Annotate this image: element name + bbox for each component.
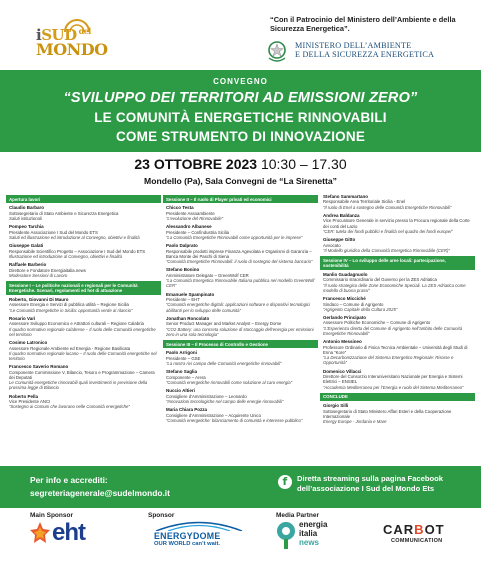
speaker-role: Presidente Assoambiente [166, 210, 215, 216]
talk-title: “La Comunità Energetica Rinnovabile Italiana pubblica nel modello GreenWolf CER” [166, 278, 315, 289]
speaker-name: Maria Chiara Pozza [166, 407, 208, 413]
event-datetime [0, 156, 481, 172]
speaker-entry [320, 213, 475, 234]
speaker-name: Manlio Guadagnuolo [323, 271, 368, 277]
speaker-role: Professore Ordinario di Fisica Tecnica Ambientale – Università degli Studi di Enna “Kore” [323, 344, 468, 355]
speaker-role: Vice Presidente ANCI [9, 399, 51, 405]
speaker-name: Paolo Arrigoni [166, 350, 197, 356]
talk-title: “Comunità energetiche rinnovabili come soluzione al caro energia” [166, 380, 293, 386]
talk-title: Saluti ed illustrazione ed introduzione al Convegno, obiettivi e finalità [9, 235, 140, 241]
speaker-role: Sindaco – Comune di Agrigento [323, 301, 384, 307]
speaker-role: Consigliere d’Amministrazione – Leonardo [166, 393, 247, 399]
eht-logo [30, 520, 110, 546]
speaker-name: Domenico Villacci [323, 368, 362, 374]
speaker-entry [320, 339, 475, 365]
info-label: Per info e accrediti: [30, 475, 108, 485]
speaker-entry [6, 316, 161, 337]
ei-line2: italia [299, 528, 318, 538]
speaker-name: Raffaele Barberio [9, 262, 47, 268]
banner-title: “SVILUPPO DEI TERRITORI AD EMISSIONI ZERO” [63, 90, 418, 106]
event-place: Mondello (Pa), Sala Convegni de “La Sirenetta” [144, 176, 337, 186]
energia-italia-name [299, 521, 327, 547]
session-header: CONCLUDE [320, 393, 475, 401]
speaker-entry [163, 224, 318, 240]
speaker-name: Nuccio Altieri [166, 388, 195, 394]
speaker-role: Presidente – GSE [166, 355, 201, 361]
ministry-line1: MINISTERO DELL’AMBIENTE [295, 41, 412, 50]
streaming-info [297, 474, 477, 494]
talk-title: “Agrigento Capitale della Cultura 2025” [323, 306, 398, 312]
talk-title: “Il ruolo di Enel a sostegno delle Comunità Energetiche Rinnovabili” [323, 204, 452, 210]
speaker-name: Emanuele Spampinato [166, 291, 215, 297]
speaker-name: Rosario Varì [9, 315, 36, 321]
carbot-name: CARBOT [383, 522, 445, 537]
ei-line3: news [299, 537, 320, 547]
speaker-entry [320, 315, 475, 336]
speaker-name: Gerlando Principato [323, 314, 367, 320]
ministry-name [295, 41, 434, 60]
program-column-3 [320, 194, 475, 464]
speaker-name: Francesco Micciché [323, 296, 366, 302]
republic-emblem-icon [265, 38, 289, 64]
carbot-subtitle: COMMUNICATION [391, 538, 443, 544]
speaker-entry [320, 369, 475, 390]
speaker-entry [6, 224, 161, 240]
talk-title: Il quadro normativo regionale lucano – Il ruolo delle Comunità energetiche nel territorio [9, 350, 157, 362]
speaker-entry [6, 340, 161, 361]
speaker-entry [6, 364, 161, 390]
talk-title: “Comunità energetiche digitali: applicazioni software e dispositivi tecnologici abilitanti per lo sviluppo delle comunità” [166, 302, 311, 313]
energia-italia-logo [276, 519, 356, 555]
session-header: Sessione I – Le politiche nazionali e regionali per le Comunità Energetiche. Scenari, regolamenti ed hot di attuazione [6, 281, 161, 295]
talk-title: “Sostegno ai Comuni che lavorano nelle Comunità energetiche” [9, 404, 130, 410]
speaker-entry [320, 237, 475, 253]
speaker-name: Claudio Barbaro [9, 205, 45, 211]
speaker-role: Direttore del Consorzio Interuniversitario Nazionale per Energia e Sistemi Elettrici – ENSIEL [323, 374, 463, 385]
energydome-logo [148, 520, 248, 550]
talk-title: “Il Modello giuridico della Comunità Energetica Rinnovabile (CER)” [323, 247, 450, 253]
session-header: Sessione II – Il ruolo di Player privati ed economici [163, 195, 318, 203]
speaker-entry [163, 243, 318, 264]
talk-title: “L’Esperienza diretta del Comune di Agrigento nell’ambito delle Comunità Energetiche Rinnovabili” [323, 325, 463, 336]
header [0, 0, 481, 70]
speaker-entry [163, 205, 318, 221]
speaker-entry [163, 267, 318, 288]
carbot-logo [383, 522, 478, 550]
speaker-name: Alessandro Albanese [166, 224, 212, 230]
talk-title: “Il ruolo strategico delle Zone Economiche Speciali. La ZES Adriatica come modello di buona prassi” [323, 282, 466, 293]
talk-title: “Comunità Energetiche Rinnovabili: il ruolo di sostegno del sistema bancario” [166, 259, 313, 265]
speaker-entry [163, 350, 318, 366]
talk-title: “Comunità energetiche: bilanciamento di comunità e interesse pubblico” [166, 417, 303, 423]
eht-name: eht [52, 519, 85, 546]
speaker-role: Responsabile prodotti imprese Finanza Agevolata e Organismi di Garanzia –Banca Monte dei Paschi di Siena [166, 248, 312, 259]
talk-title: Moderatore Sessioni di Lavoro [9, 272, 68, 278]
facebook-glyph: f [282, 475, 288, 488]
facebook-icon[interactable] [278, 475, 292, 489]
speaker-name: Stefano Sammartano [323, 194, 369, 199]
talk-title: Saluti istituzionali [9, 216, 42, 222]
banner-subtitle-1: LE COMUNITÀ ENERGETICHE RINNOVABILI [94, 110, 387, 125]
speaker-name: Pompeo Tarchia [9, 224, 44, 230]
talk-title: “CO2 Battery: una concreta soluzione di stoccaggio dell’energia per emissioni zero in una sola tecnologia” [166, 326, 314, 337]
speaker-entry [163, 316, 318, 337]
program-column-1 [6, 194, 161, 464]
speaker-name: Stefano Saglia [166, 369, 198, 375]
banner-kicker: CONVEGNO [213, 77, 268, 86]
speaker-entry [320, 194, 475, 210]
ministry-logo [265, 38, 475, 64]
speaker-entry [6, 243, 161, 259]
speaker-entry [163, 369, 318, 385]
speaker-entry [163, 292, 318, 313]
program-column-2 [163, 194, 318, 464]
speaker-name: Giuseppe Galati [9, 243, 44, 249]
speaker-entry [320, 403, 475, 424]
talk-title: Illustrazione ed introduzione al Convegno, obiettivi e finalità [9, 254, 122, 259]
stream-line1: Diretta streaming sulla pagina Facebook [297, 474, 444, 483]
speaker-name: Roberto Pella [9, 393, 39, 399]
event-time: 10:30 – 17.30 [260, 156, 347, 172]
speaker-entry [6, 205, 161, 221]
speaker-role: Assessore Regionale Ambiente ed Energia - Regione Basilicata [9, 345, 131, 351]
title-banner [0, 70, 481, 152]
speaker-name: Antonio Messineo [323, 339, 362, 345]
session-header: Sessione III – Il Processo di Controllo e Gestione [163, 340, 318, 348]
speaker-name: Jonathan Roncolato [166, 315, 210, 321]
talk-title: “Le Comunità Energetiche in Sicilia: opportunità verde al rilancio” [9, 307, 133, 313]
speaker-name: Giorgio Silli [323, 403, 349, 409]
speaker-name: Chicco Testa [166, 205, 194, 211]
ei-line1: energia [299, 520, 328, 529]
speaker-role: Sottosegretario di Stato Ambiente e Sicurezza Energetica [9, 210, 119, 216]
speaker-role: Senior Product Manager and Market Analyst – Energy Dome [166, 321, 282, 327]
speaker-role: Componente – Arera [166, 374, 206, 380]
speaker-entry [163, 407, 318, 423]
talk-title: “La nostra rivi campo delle Comunità energetiche rinnovabili” [166, 361, 282, 367]
logo-line2: MONDO [36, 40, 108, 59]
footer-bar [0, 466, 481, 508]
speaker-name: Paolo Dalprato [166, 243, 198, 249]
talk-title: “Accademia Mediterranea per l’Energia e ruolo del Sistema Mediterraneo” [323, 384, 464, 390]
energia-italia-mark-icon [276, 521, 296, 551]
logo-line1: iSUD $^{del}$ [36, 26, 91, 44]
talk-title: Le Comunità energetiche rinnovabili quali investimenti in previsione della prossima legge di Bilancio [9, 380, 148, 391]
event-date: 23 OTTOBRE 2023 [134, 156, 258, 172]
sponsor-label: Sponsor [148, 512, 175, 519]
speaker-entry [6, 262, 161, 278]
sud-del-mondo-logo [32, 18, 142, 62]
speaker-name: Francesco Saverio Romano [9, 364, 69, 370]
eht-mark-icon [30, 522, 50, 544]
talk-title: “La Comunità Energetiche Rinnovabili come opportunità per le imprese” [166, 235, 303, 241]
speaker-role: Assessore Politiche Economiche – Comune di Agrigento [323, 320, 431, 326]
speaker-role: Avvocato [323, 242, 341, 248]
speaker-entry [320, 296, 475, 312]
speaker-role: Presidente Associazione I Sud del Mondo ETS [9, 229, 98, 235]
speaker-name: Roberto, Giovanni Di Mauro [9, 296, 69, 302]
speaker-name: Andrea Baldanza [323, 212, 360, 218]
speaker-entry [6, 394, 161, 410]
patronage-text: “Con il Patrocinio del Ministero dell’Ambiente e della Sicurezza Energetica”. [270, 15, 456, 34]
speaker-entry [320, 272, 475, 293]
main-sponsor-label: Main Sponsor [30, 512, 73, 519]
speaker-role: Direttore e Fondatore Energiaitalia.news [9, 267, 86, 273]
speaker-role: Presidente – Confindustria Sicilia [166, 229, 230, 235]
speaker-role: Amministratore Delegato – GreenWolf CER [166, 272, 249, 278]
media-partner-label: Media Partner [276, 512, 319, 519]
stream-line2: dell’associazione I Sud del Mondo Ets [297, 483, 435, 493]
talk-title: Il quadro normativo regionale calabrese – Il ruolo delle Comunità energetiche nel territorio [9, 326, 156, 337]
banner-subtitle-2: COME STRUMENTO DI INNOVAZIONE [115, 129, 366, 144]
speaker-role: Assessore Energia e Servizi di pubblica utilità – Regione Sicilia [9, 302, 129, 308]
speaker-role: Componente Commissione V, Bilancio, Tesoro e Programmazione – Camera dei Deputati [9, 369, 155, 380]
speaker-role: Consigliere d’Amministrazione – Acquirente Unico [166, 412, 262, 418]
speaker-name: Stefano Bonino [166, 267, 200, 273]
session-header: Apertura lavori [6, 195, 161, 203]
energydome-tagline: OUR WORLD can’t wait. [154, 541, 221, 547]
info-email-link[interactable]: segreteriagenerale@sudelmondo.it [30, 488, 170, 498]
speaker-role: Sottosegretario di Stato Ministero Affari Esteri e della Cooperazione Internazionale [323, 408, 452, 419]
ministry-line2: E DELLA SICUREZZA ENERGETICA [295, 50, 435, 60]
speaker-entry [163, 388, 318, 404]
talk-title: “L’evoluzione del Rinnovabile” [166, 216, 224, 222]
speaker-role: Presidente – EHT [166, 297, 200, 303]
speaker-role: Responsabile Area Territoriale Sicilia - Enel [323, 199, 406, 205]
speaker-role: Responsabile Scientifico Progetto – Associazione I Sud del Mondo ETS [9, 248, 146, 254]
speaker-role: Assessore Sviluppo Economico e Attrattori culturali – Regione Calabria [9, 321, 144, 327]
speaker-entry [6, 297, 161, 313]
speaker-name: Giuseppe Gitto [323, 237, 356, 243]
talk-title: “Innovazioni tecnologiche nel campo delle energie rinnovabili” [166, 399, 284, 405]
talk-title: “La Decarbonizzazione del Sistema Energetico Regionale: Risorse e Opportunità” [323, 355, 454, 366]
speaker-role: Vice Procuratore Generale in servizio presso la Procura regionale della Corte dei conti del Lazio [323, 218, 470, 229]
talk-title: “CER: tutela dei fondi pubblici e finalità nel quadro dei fondi europei” [323, 228, 453, 234]
speaker-name: Cosimo Latronico [9, 340, 48, 346]
session-header: Sessione IV – Lo sviluppo delle aree locali: partecipazione, sostenibilità [320, 256, 475, 270]
talk-title: Energy Europe - Jordania e Mare [323, 419, 387, 425]
energydome-name: ENERGYDOME [154, 531, 221, 541]
dome-icon [154, 520, 244, 531]
speaker-role: Commissario straordinario del Governo per la ZES Adriatica [323, 277, 437, 283]
